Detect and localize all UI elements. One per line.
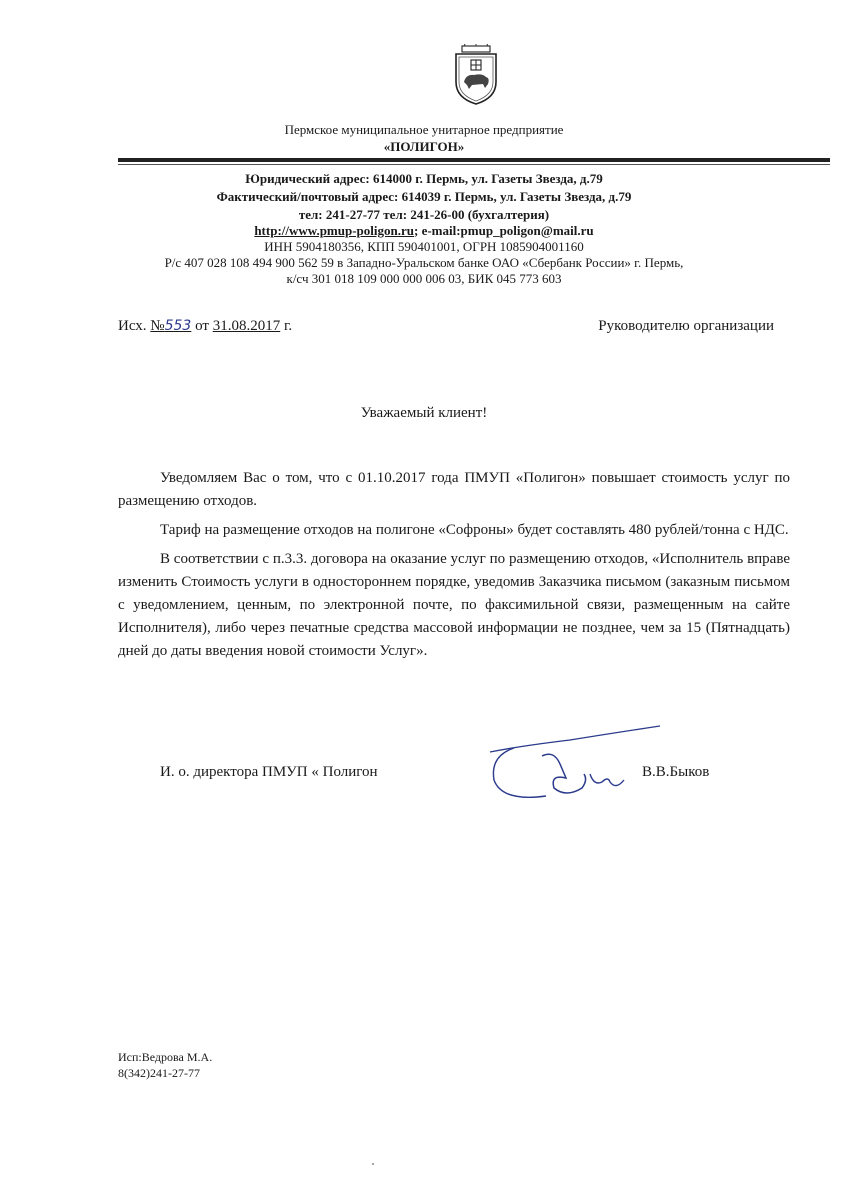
ref-date-suffix: г. xyxy=(280,318,293,334)
header-divider xyxy=(118,158,830,162)
addressee: Руководителю организации xyxy=(598,318,774,334)
org-type: Пермское муниципальное унитарное предприятие xyxy=(284,122,564,137)
ref-no-label: № xyxy=(150,318,165,334)
org-name: «ПОЛИГОН» xyxy=(383,139,465,154)
ref-prefix: Исх. xyxy=(118,318,151,334)
company-ids: ИНН 5904180356, КПП 590401001, ОГРН 1085904001160 xyxy=(264,239,584,254)
coat-of-arms-icon xyxy=(452,44,500,106)
outgoing-reference xyxy=(118,318,292,335)
salutation: Уважаемый клиент! xyxy=(360,405,488,421)
phones: тел: 241-27-77 тел: 241-26-00 (бухгалтерия) xyxy=(298,207,550,222)
page-mark xyxy=(372,1163,374,1165)
ref-date-prefix: от xyxy=(191,318,213,334)
handwritten-signature xyxy=(480,712,670,812)
bank-account: Р/с 407 028 108 494 900 562 59 в Западно-Уральском банке ОАО «Сбербанк России» г. Пермь, xyxy=(164,255,684,270)
header-divider-thin xyxy=(118,164,830,165)
ref-number-field xyxy=(150,318,191,334)
paragraph-contract: В соответствии с п.3.3. договора на оказание услуг по размещению отходов, «Исполнитель вправе изменить Стоимость услуги в одностороннем порядке, уведомив Заказчика письмом (заказным письмом с уведомлением, ценным, по электронной почте, по факсимильной связи, размещенным на сайте Исполнителя), либо через печатные средства массовой информации не позднее, чем за 15 (Пятнадцать) дней до даты введения новой стоимости Услуг». xyxy=(118,551,790,659)
ref-number: 553 xyxy=(164,318,192,334)
contacts-line xyxy=(0,222,848,239)
postal-address: Фактический/почтовый адрес: 614039 г. Пермь, ул. Газеты Звезда, д.79 xyxy=(216,189,632,204)
legal-address: Юридический адрес: 614000 г. Пермь, ул. Газеты Звезда, д.79 xyxy=(245,171,603,186)
executor-phone: 8(342)241-27-77 xyxy=(118,1066,200,1080)
paragraph-tariff: Тариф на размещение отходов на полигоне «Софроны» будет составлять 480 рублей/тонна с НДС. xyxy=(160,522,789,538)
executor-name: Исп:Ведрова М.А. xyxy=(118,1050,213,1064)
executor-info xyxy=(118,1049,212,1081)
letter-body xyxy=(118,467,790,663)
signatory-name: В.В.Быков xyxy=(642,764,710,780)
ref-date: 31.08.2017 xyxy=(212,318,281,334)
paragraph-notice: Уведомляем Вас о том, что с 01.10.2017 года ПМУП «Полигон» повышает стоимость услуг по размещению отходов. xyxy=(118,470,790,509)
website-link[interactable]: http://www.pmup-poligon.ru xyxy=(254,223,414,238)
corr-account: к/сч 301 018 109 000 000 006 03, БИК 045 773 603 xyxy=(286,271,562,286)
signatory-role: И. о. директора ПМУП « Полигон xyxy=(160,764,378,780)
email: ; e-mail:pmup_poligon@mail.ru xyxy=(413,223,594,238)
